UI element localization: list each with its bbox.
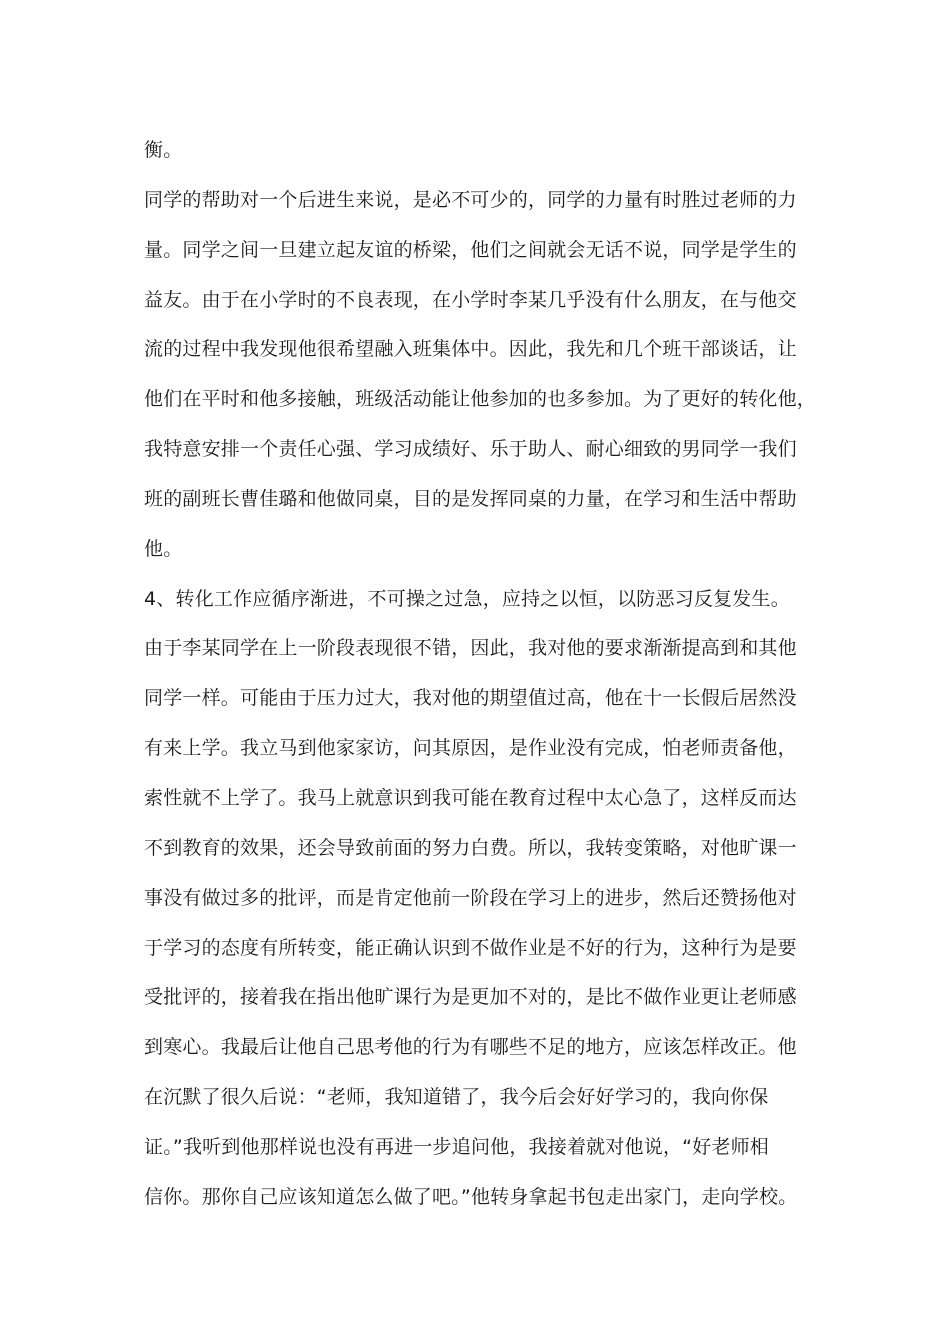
text-line: 证。”我听到他那样说也没有再进一步追问他，我接着就对他说，“好老师相 — [144, 1135, 769, 1158]
text-line: 他们在平时和他多接触，班级活动能让他参加的也多参加。为了更好的转化他， — [144, 388, 817, 411]
text-line: 4、转化工作应循序渐进，不可操之过急，应持之以恒，以防恶习反复发生。 — [144, 587, 790, 610]
text-line: 由于李某同学在上一阶段表现很不错，因此，我对他的要求渐渐提高到和其他 — [144, 637, 797, 660]
text-line: 在沉默了很久后说：“老师，我知道错了，我今后会好好学习的，我向你保 — [144, 1086, 769, 1109]
text-line: 于学习的态度有所转变，能正确认识到不做作业是不好的行为，这种行为是要 — [144, 936, 797, 959]
text-line: 受批评的，接着我在指出他旷课行为是更加不对的，是比不做作业更让老师感 — [144, 986, 797, 1009]
text-line: 他。 — [144, 537, 183, 560]
text-line: 流的过程中我发现他很希望融入班集体中。因此，我先和几个班干部谈话，让 — [144, 338, 797, 361]
text-line: 班的副班长曹佳璐和他做同桌，目的是发挥同桌的力量，在学习和生活中帮助 — [144, 487, 797, 510]
text-line: 到寒心。我最后让他自己思考他的行为有哪些不足的地方，应该怎样改正。他 — [144, 1036, 797, 1059]
body-text — [144, 126, 824, 1223]
text-line: 信你。那你自己应该知道怎么做了吧。”他转身拿起书包走出家门，走向学校。 — [144, 1185, 798, 1208]
text-line: 我特意安排一个责任心强、学习成绩好、乐于助人、耐心细致的男同学一我们 — [144, 438, 797, 461]
text-line: 同学的帮助对一个后进生来说，是必不可少的，同学的力量有时胜过老师的力 — [144, 188, 797, 211]
text-line: 事没有做过多的批评，而是肯定他前一阶段在学习上的进步，然后还赞扬他对 — [144, 886, 797, 909]
text-line: 有来上学。我立马到他家家访，问其原因，是作业没有完成，怕老师责备他， — [144, 737, 797, 760]
text-line: 量。同学之间一旦建立起友谊的桥梁，他们之间就会无话不说，同学是学生的 — [144, 238, 797, 261]
text-line: 衡。 — [144, 139, 183, 161]
text-line: 索性就不上学了。我马上就意识到我可能在教育过程中太心急了，这样反而达 — [144, 786, 797, 809]
text-line: 同学一样。可能由于压力过大，我对他的期望值过高，他在十一长假后居然没 — [144, 687, 797, 710]
text-line: 益友。由于在小学时的不良表现，在小学时李某几乎没有什么朋友，在与他交 — [144, 288, 797, 311]
text-line: 不到教育的效果，还会导致前面的努力白费。所以，我转变策略，对他旷课一 — [144, 836, 797, 859]
